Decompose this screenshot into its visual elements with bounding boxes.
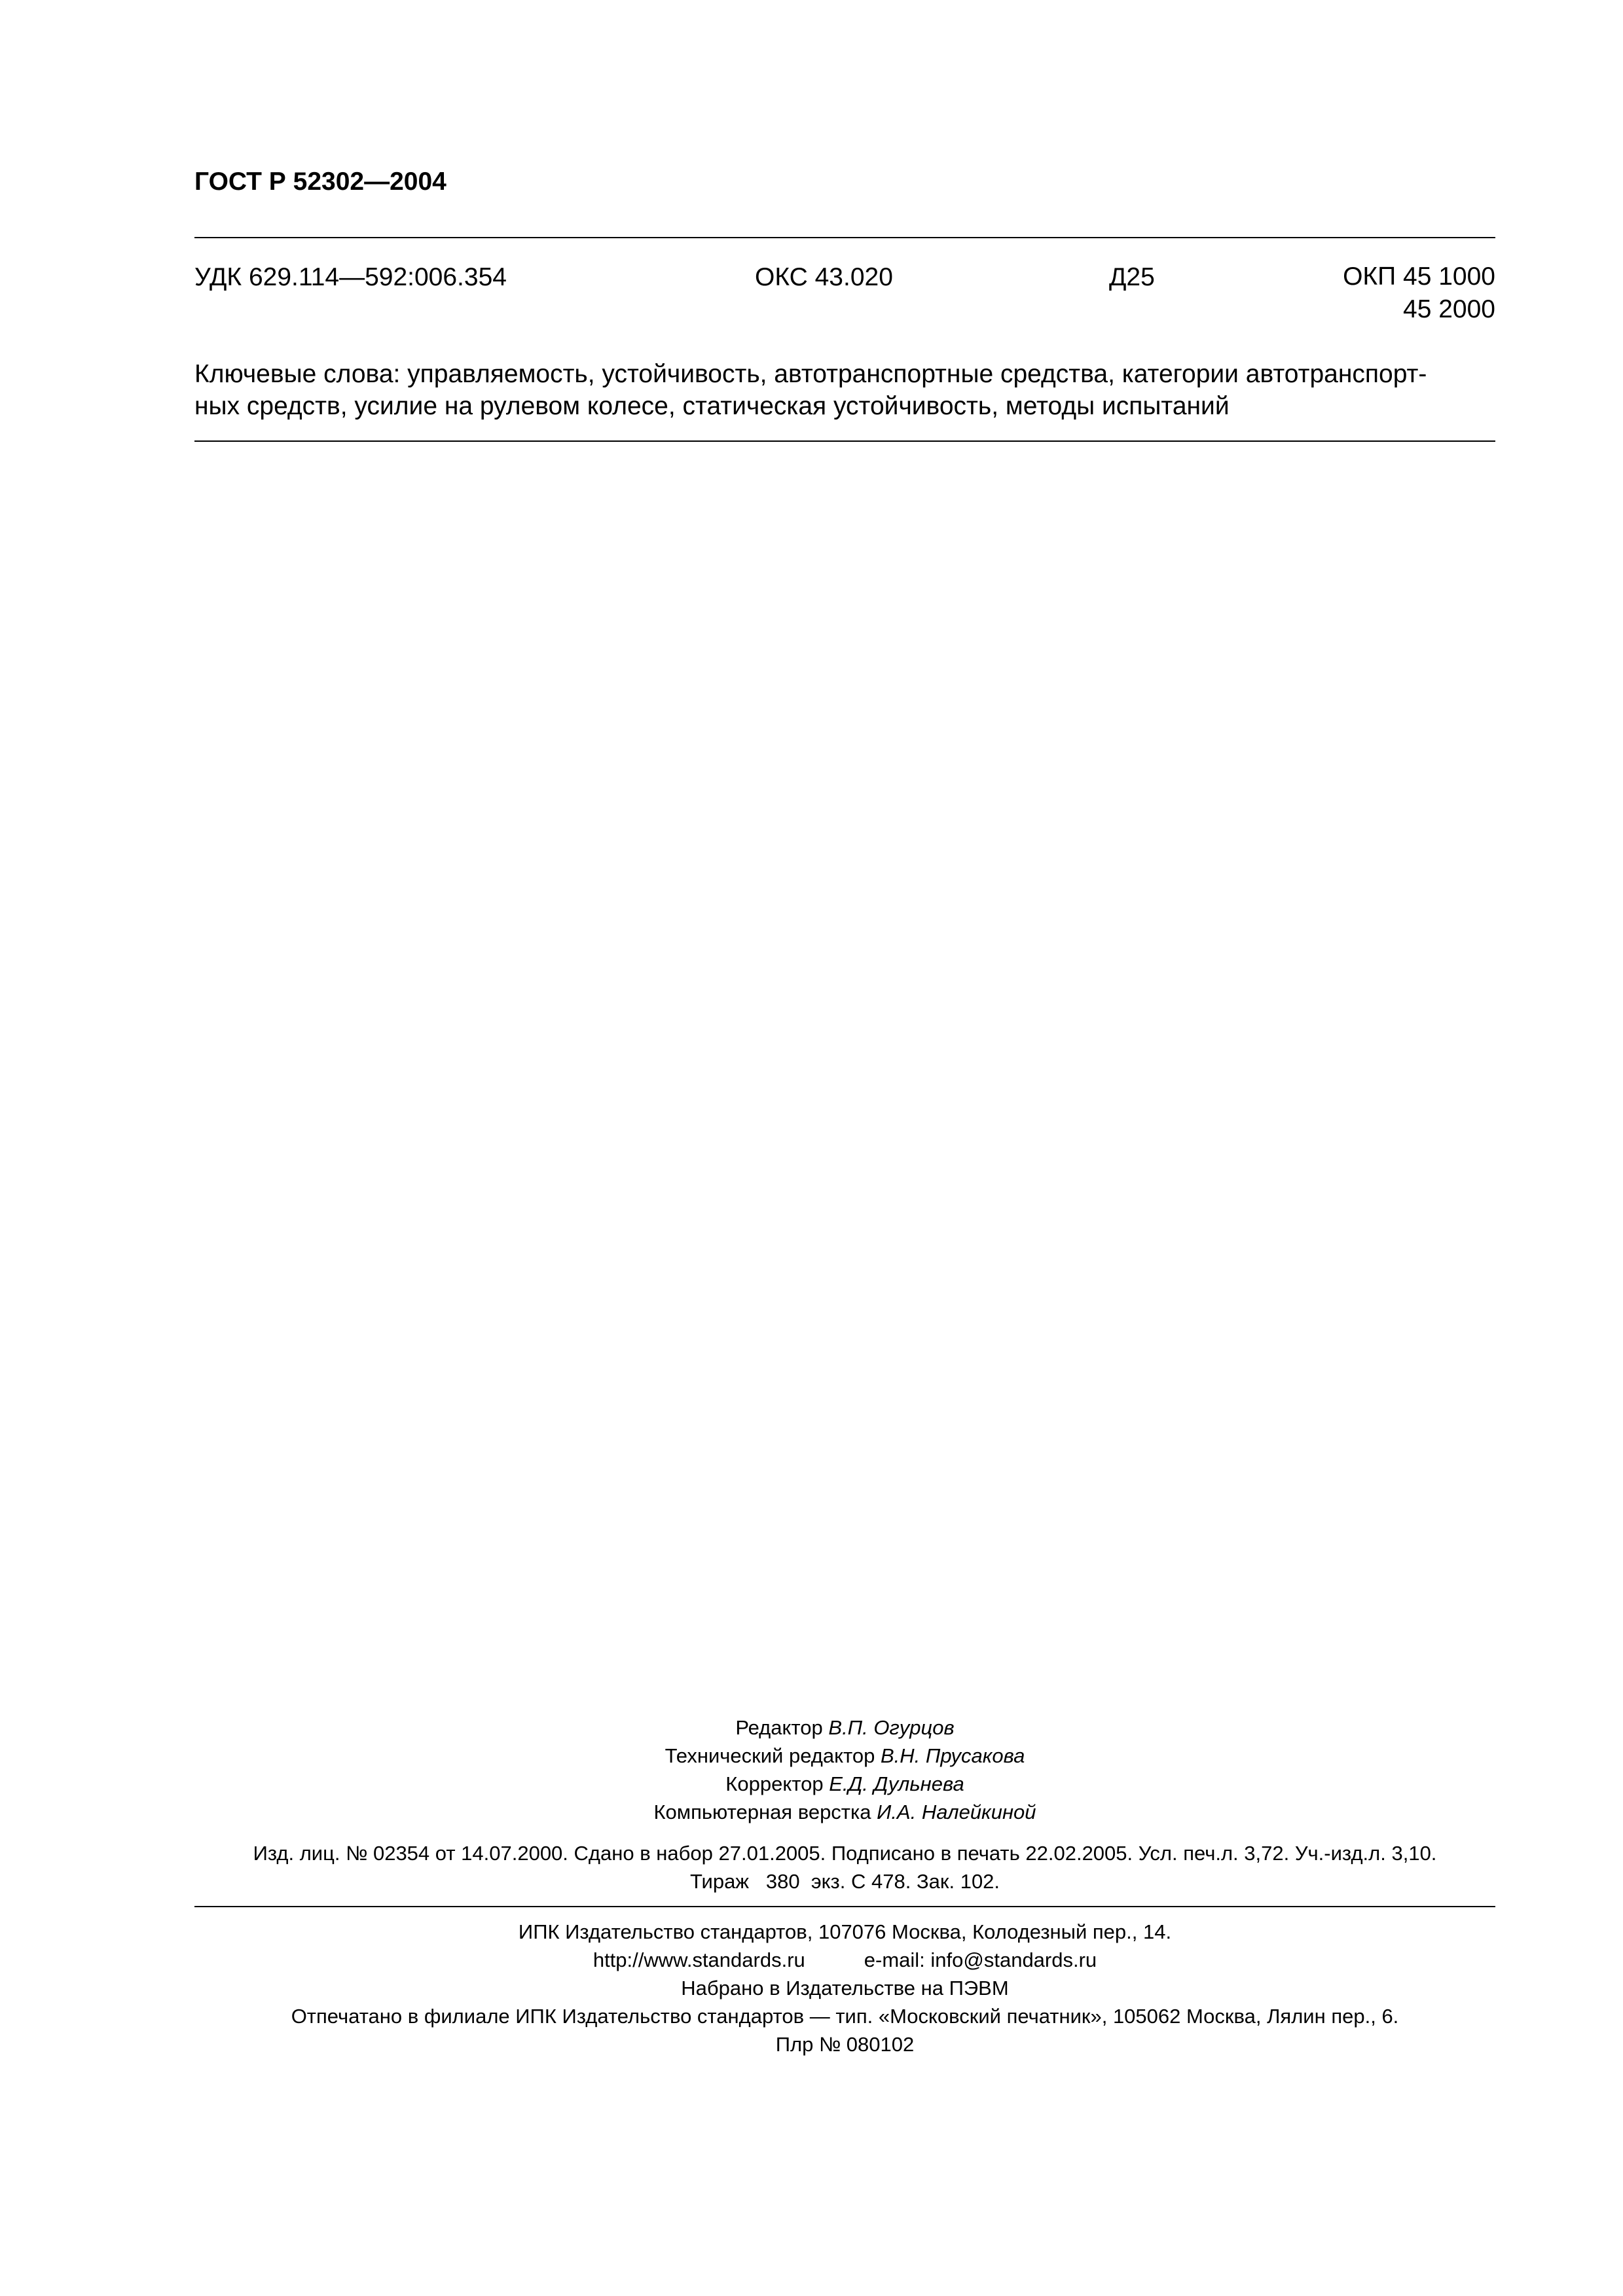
publisher-website: http://www.standards.ru xyxy=(593,1948,805,1971)
udk-code: УДК 629.114—592:006.354 xyxy=(194,263,507,291)
publisher-printed: Отпечатано в филиале ИПК Издательство стандартов — тип. «Московский печатник», 105062 Москва, Лялин пер., 6. xyxy=(291,2005,1399,2028)
publisher-typeset: Набрано в Издательстве на ПЭВМ xyxy=(681,1977,1009,2000)
okp-codes xyxy=(1343,260,1495,326)
credit-tech-editor xyxy=(194,1742,1495,1770)
publisher-email: e-mail: info@standards.ru xyxy=(864,1948,1097,1971)
tech-editor-label: Технический редактор xyxy=(665,1744,875,1767)
publisher-info xyxy=(194,1918,1495,2058)
imprint-line-1: Изд. лиц. № 02354 от 14.07.2000. Сдано в набор 27.01.2005. Подписано в печать 22.02.2005. Усл. печ.л. 3,72. Уч.-изд.л. 3,10. xyxy=(253,1842,1437,1865)
divider-top xyxy=(194,237,1495,238)
keywords-line-1: Ключевые слова: управляемость, устойчивость, автотранспортные средства, категории автотранспорт- xyxy=(194,360,1427,388)
imprint-line-2: Тираж 380 экз. С 478. Зак. 102. xyxy=(689,1870,1000,1893)
keywords-line-2: ных средств, усилие на рулевом колесе, статическая устойчивость, методы испытаний xyxy=(194,392,1230,420)
standard-code: ГОСТ Р 52302—2004 xyxy=(194,168,447,196)
imprint xyxy=(194,1839,1495,1895)
okp-code-1: ОКП 45 1000 xyxy=(1343,262,1495,291)
oks-code: ОКС 43.020 xyxy=(755,263,893,291)
corrector-label: Корректор xyxy=(725,1772,824,1795)
publisher-plr: Плр № 080102 xyxy=(775,2033,915,2056)
divider-keywords xyxy=(194,440,1495,442)
classification-row xyxy=(194,263,1495,335)
okp-code-2: 45 2000 xyxy=(1403,295,1495,323)
credits xyxy=(194,1713,1495,1826)
editor-name: В.П. Огурцов xyxy=(828,1716,955,1739)
d-code: Д25 xyxy=(1109,263,1155,291)
publisher-contacts xyxy=(194,1946,1495,1974)
divider-imprint xyxy=(194,1906,1495,1907)
tech-editor-name: В.Н. Прусакова xyxy=(880,1744,1025,1767)
credit-layout xyxy=(194,1798,1495,1826)
layout-name: И.А. Налейкиной xyxy=(877,1801,1036,1823)
editor-label: Редактор xyxy=(735,1716,823,1739)
keywords xyxy=(194,358,1495,422)
corrector-name: Е.Д. Дульнева xyxy=(829,1772,964,1795)
publisher-address: ИПК Издательство стандартов, 107076 Москва, Колодезный пер., 14. xyxy=(518,1920,1172,1943)
layout-label: Компьютерная верстка xyxy=(653,1801,871,1823)
credit-corrector xyxy=(194,1770,1495,1798)
credit-editor xyxy=(194,1713,1495,1742)
